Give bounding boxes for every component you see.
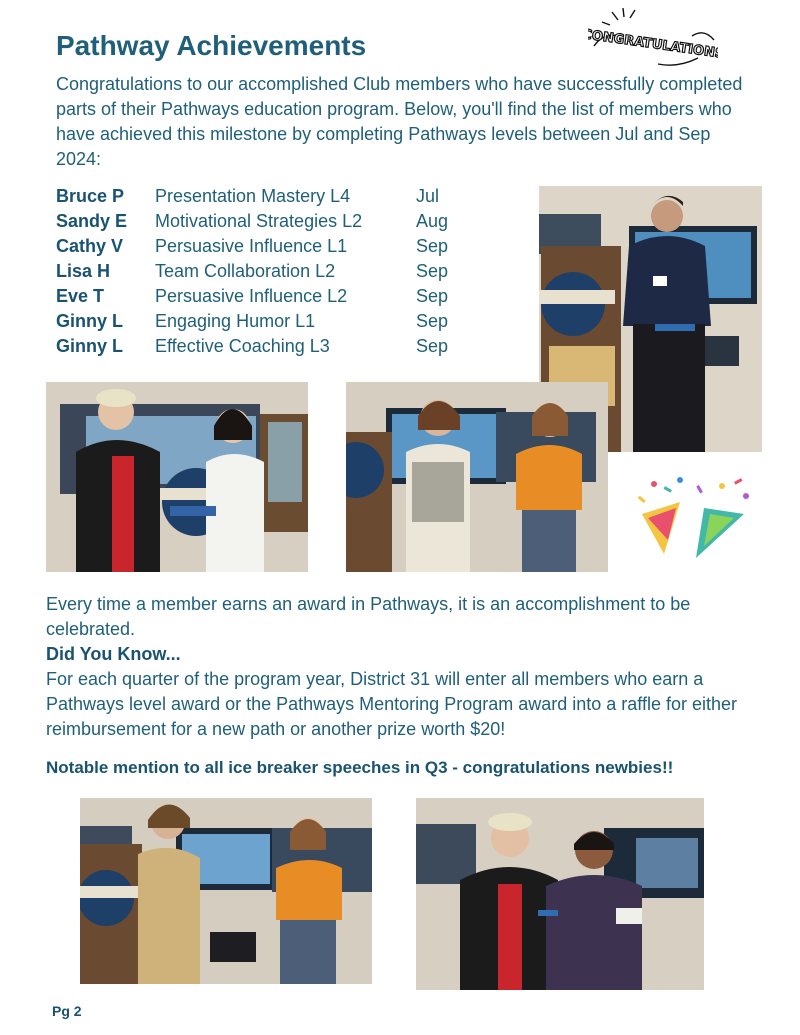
icebreaker-photo: [80, 798, 372, 984]
member-name: Eve T: [56, 286, 105, 306]
member-name: Lisa H: [56, 261, 111, 281]
pathway-level: Persuasive Influence L2: [155, 286, 348, 306]
completion-month: Sep: [416, 311, 449, 331]
pathway-level: Effective Coaching L3: [155, 336, 330, 356]
completion-month: Sep: [416, 336, 449, 356]
completion-month: Sep: [416, 236, 449, 256]
congratulations-badge: [588, 6, 718, 72]
member-name: Ginny L: [56, 311, 123, 331]
award-photo: [46, 382, 308, 572]
did-you-know-heading: Did You Know...: [46, 644, 181, 664]
completion-month: Sep: [416, 286, 449, 306]
icebreaker-photo: [416, 798, 704, 990]
completion-month: Sep: [416, 261, 449, 281]
pathway-level: Team Collaboration L2: [155, 261, 336, 281]
did-you-know-body: For each quarter of the program year, District 31 will enter all members who earn a Pathways level award or the Pathways Mentoring Program award into a raffle for either reimbursement for a new path or another prize worth $20!: [46, 669, 738, 739]
completion-month: Aug: [416, 211, 449, 231]
pathway-level: Persuasive Influence L1: [155, 236, 348, 256]
page-number: Pg 2: [52, 1003, 82, 1019]
page-title: Pathway Achievements: [56, 30, 367, 61]
completion-month: Jul: [416, 186, 440, 206]
member-name: Bruce P: [56, 186, 125, 206]
pathway-level: Presentation Mastery L4: [155, 186, 351, 206]
intro-paragraph: Congratulations to our accomplished Club members who have successfully completed parts of their Pathways education program. Below, you'll find the list of members who have achieved this milestone by completing Pathways levels between Jul and Sep 2024:: [56, 74, 743, 169]
member-name: Ginny L: [56, 336, 123, 356]
notable-mention: Notable mention to all ice breaker speeches in Q3 - congratulations newbies!!: [46, 758, 674, 777]
pathway-level: Engaging Humor L1: [155, 311, 316, 331]
member-name: Cathy V: [56, 236, 124, 256]
award-photo: [346, 382, 608, 572]
award-paragraph: Every time a member earns an award in Pathways, it is an accomplishment to be celebrated.: [46, 594, 691, 639]
member-name: Sandy E: [56, 211, 128, 231]
party-popper-icon: [634, 474, 758, 560]
badge-text: CONGRATULATIONS: [588, 27, 718, 62]
pathway-level: Motivational Strategies L2: [155, 211, 363, 231]
